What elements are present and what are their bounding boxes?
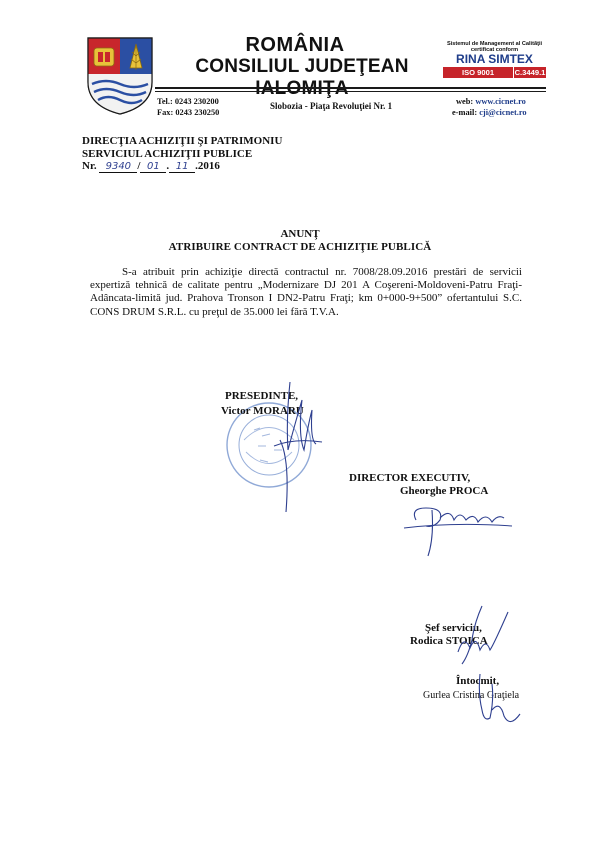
director-signature <box>404 498 514 558</box>
header-rule-thin <box>155 91 546 92</box>
president-role: PRESEDINTE, <box>225 390 299 402</box>
registration-year: 2016 <box>197 160 220 172</box>
announcement-subtitle: ATRIBUIRE CONTRACT DE ACHIZIŢIE PUBLICĂ <box>168 241 432 253</box>
certification-code: C.3449.1 <box>514 68 546 77</box>
header-fax: Fax: 0243 230250 <box>157 108 220 117</box>
registration-number-label: Nr. <box>82 160 97 172</box>
author-name: Gurlea Cristina Graţiela <box>423 690 520 701</box>
announcement-paragraph: S-a atribuit prin achiziţie directă contractul nr. 7008/28.09.2016 prestări de servicii expertiză tehnică de calitate pentru „Modernizare DJ 201 A Coşereni-Moldoveni-Patru Fraţi-Adâncata-limită jud. Prahova Tronson I DN2-Patru Fraţi; km 0+000-9+500” ofertantului S.C. CONS DRUM S.R.L. cu preţul de 35.000 lei fără T.V.A. <box>90 266 522 318</box>
certification-line2: certificat conform <box>470 47 519 53</box>
head-of-service-signature <box>432 604 512 674</box>
head-of-service-role: Şef serviciu, <box>425 622 482 634</box>
header-email <box>452 108 527 118</box>
header-council-name: CONSILIUL JUDEŢEAN IALOMIŢA <box>195 56 409 99</box>
county-coat-of-arms-icon <box>86 36 154 116</box>
certification-line1: Sistemul de Management al Calităţii <box>446 41 543 47</box>
director-name: Gheorghe PROCA <box>400 485 489 497</box>
header-rule <box>155 87 546 89</box>
president-signature <box>250 380 330 510</box>
header-web <box>456 97 526 107</box>
certification-brand: RINA SIMTEX <box>456 52 533 66</box>
registration-day: 01 <box>140 161 166 173</box>
registration-number: Nr. 9340 / 01 . 11 .2016 <box>82 160 220 172</box>
president-name: Victor MORARU <box>221 405 304 417</box>
service-name: SERVICIUL ACHIZIŢII PUBLICE <box>82 148 253 160</box>
registration-month: 11 <box>169 161 195 173</box>
header-web-link[interactable]: www.cicnet.ro <box>475 97 526 106</box>
announcement-body <box>90 266 522 319</box>
registration-number-value: 9340 <box>99 161 137 173</box>
header-country: ROMÂNIA <box>245 34 345 56</box>
director-role: DIRECTOR EXECUTIV, <box>349 472 471 484</box>
department-name: DIRECŢIA ACHIZIŢII ŞI PATRIMONIU <box>82 135 283 147</box>
header-email-label: e-mail: <box>452 108 478 117</box>
author-signature <box>470 670 530 730</box>
certification-badge <box>443 41 546 88</box>
header-web-label: web: <box>456 97 474 106</box>
author-role: Întocmit, <box>456 675 500 687</box>
header-email-link[interactable]: cji@cicnet.ro <box>479 108 527 117</box>
header-address: Slobozia - Piaţa Revoluţiei Nr. 1 <box>270 101 393 111</box>
head-of-service-name: Rodica STOICA <box>410 635 488 647</box>
announcement-title: ANUNŢ <box>280 228 320 240</box>
header-phone: Tel.: 0243 230200 <box>157 97 219 106</box>
certification-iso: ISO 9001 REGISTERED <box>443 67 513 78</box>
